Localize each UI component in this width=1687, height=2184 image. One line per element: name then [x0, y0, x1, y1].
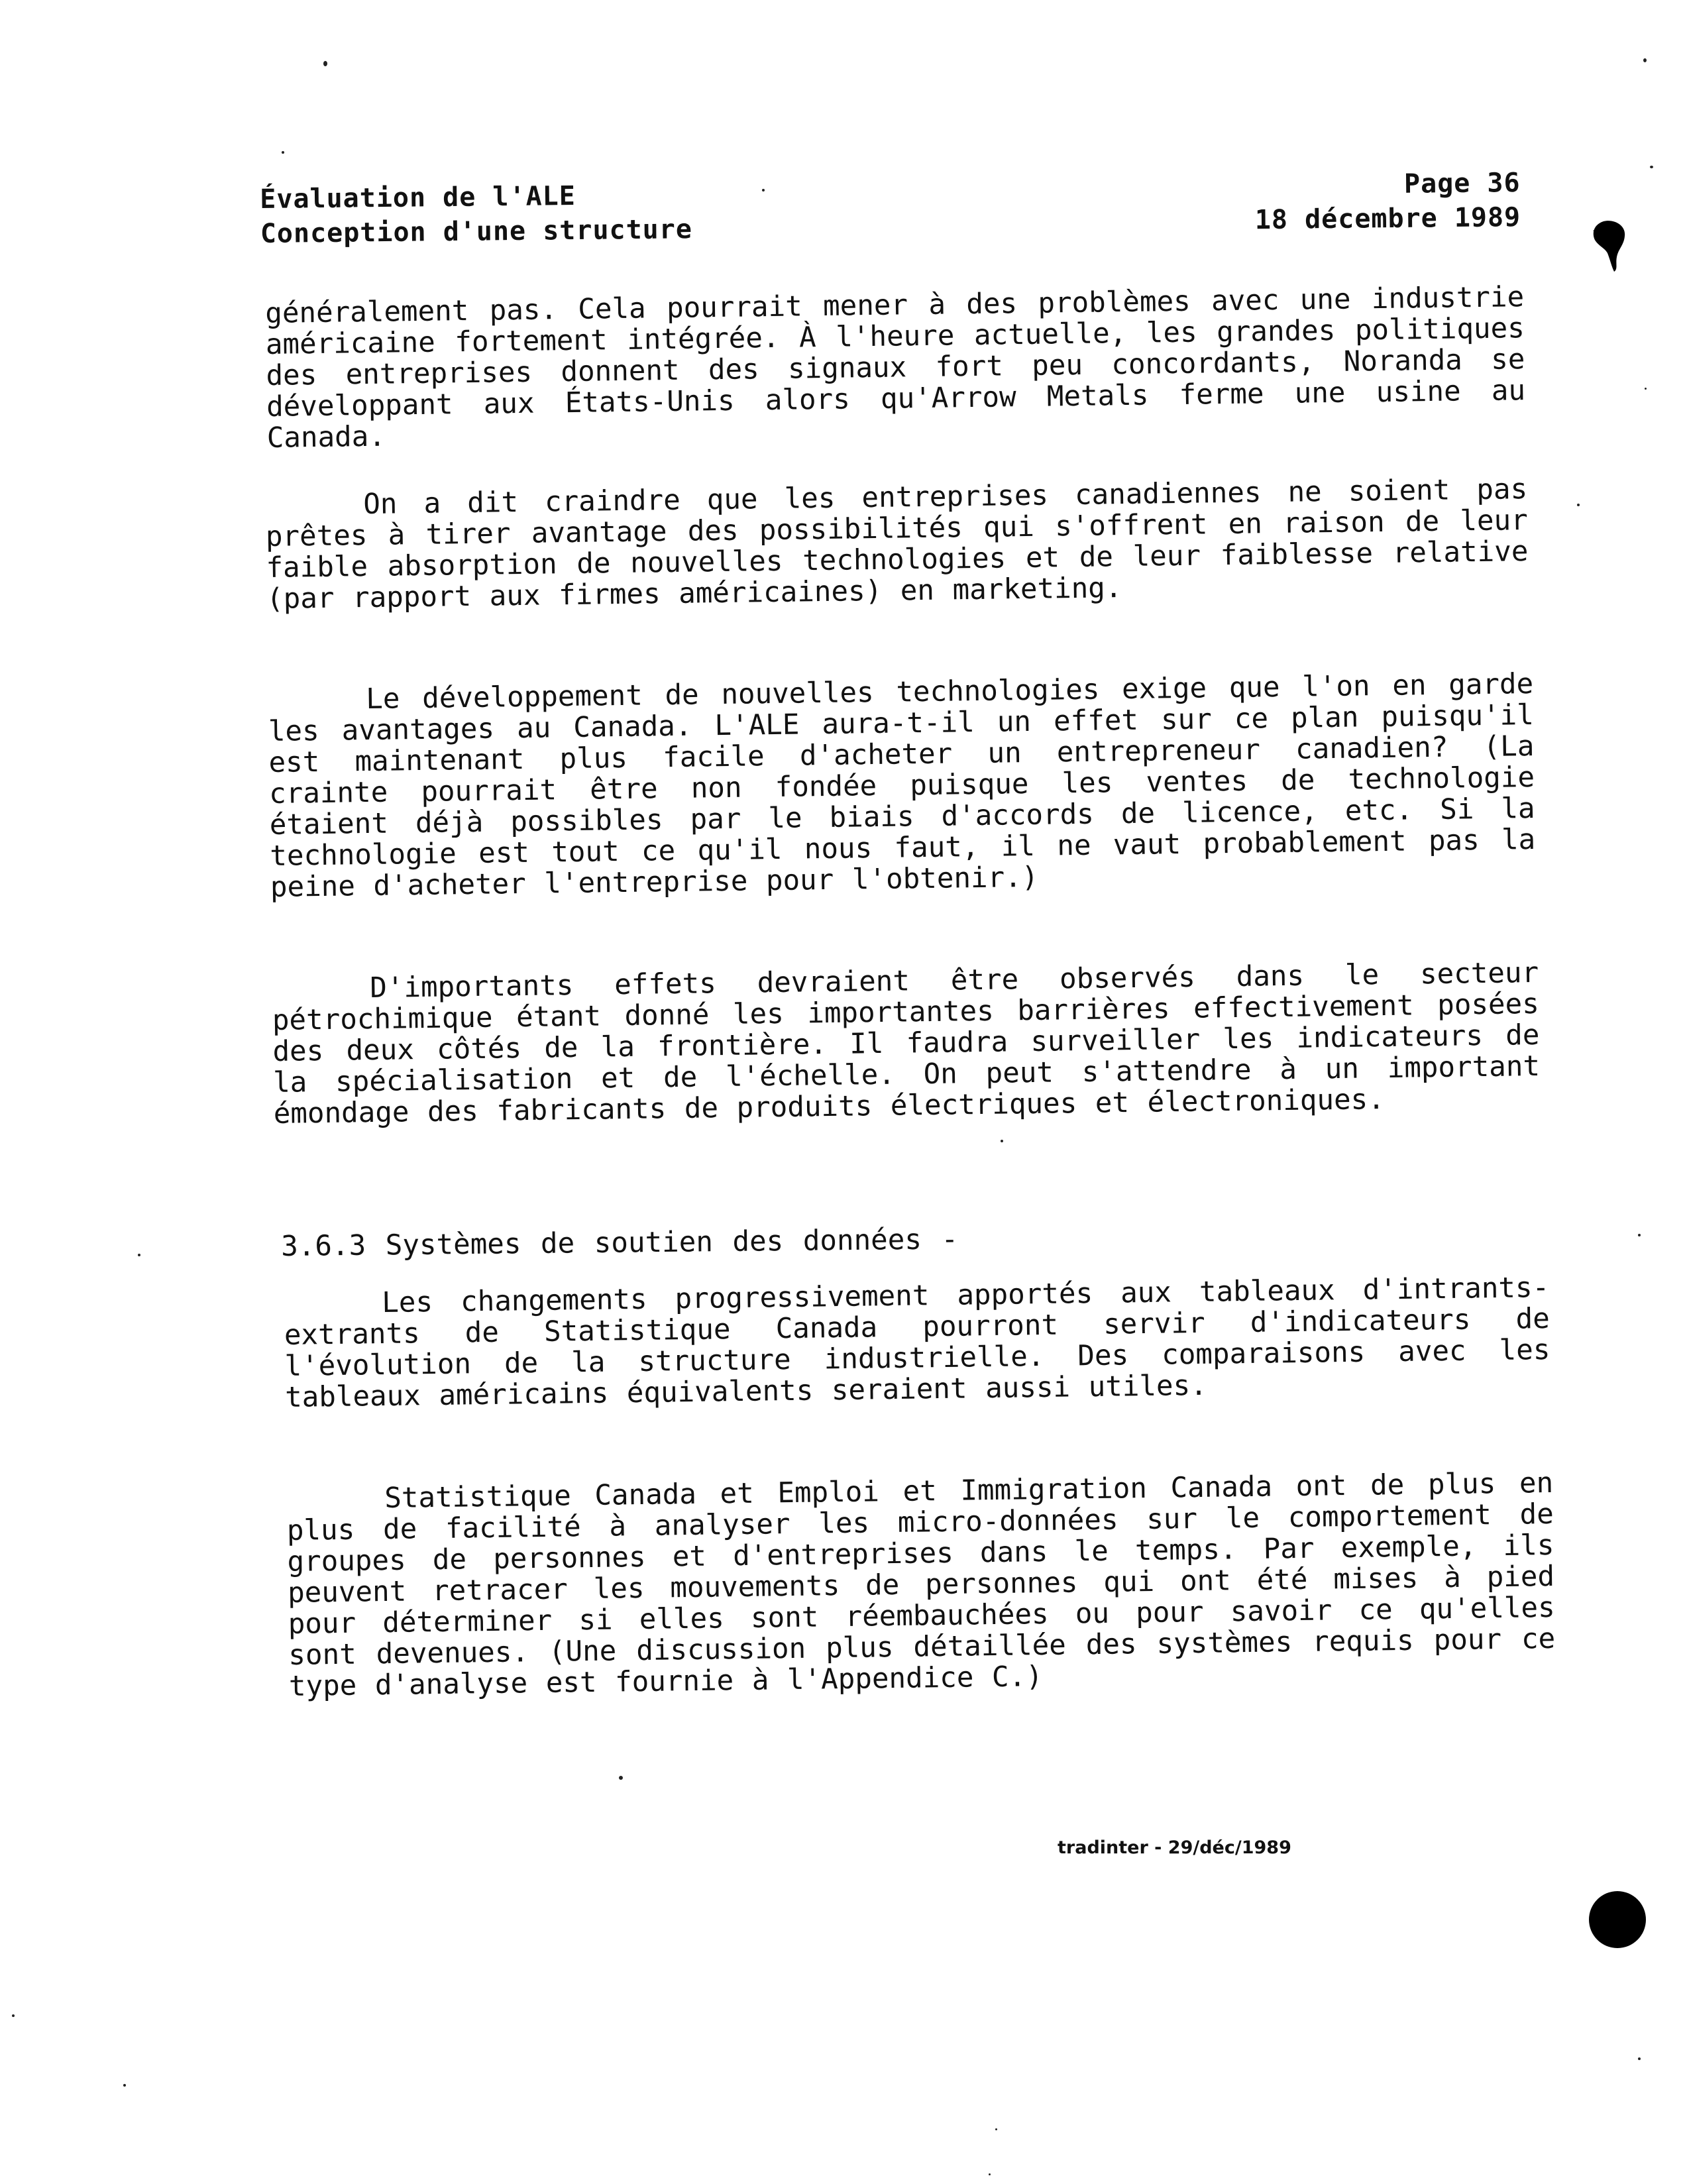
- paragraph-block: [268, 669, 1536, 903]
- document-subtitle: Conception d'une structure: [260, 214, 693, 249]
- translator-stamp: tradinter - 29/déc/1989: [1058, 1837, 1291, 1858]
- paragraph-text: D'importants effets devraient être observés dans le secteur pétrochimique étant donné les importantes barrières effectivement posées des deux côtés de la frontière. Il faudra surveiller les indicateurs de la spécialisation et de l'échelle. On peut s'attendre à un important émondage des fabricants de produits électriques et électroniques.: [272, 956, 1541, 1130]
- document-title: Évaluation de l'ALE: [260, 181, 576, 215]
- scan-speck: [282, 151, 284, 154]
- scan-speck: [323, 61, 327, 66]
- paragraph-text: Statistique Canada et Emploi et Immigration Canada ont de plus en plus de facilité à analyser les micro-données sur le comportement de groupes de personnes et d'entreprises dans le temps. Par exemple, ils peuvent retracer les mouvements de personnes qui ont été mises à pied pour déterminer si elles sont réembauchées ou pour savoir ce qu'elles sont devenues. (Une discussion plus détaillée des systèmes requis pour ce type d'analyse est fournie à l'Appendice C.): [286, 1466, 1556, 1703]
- paragraph-block: [265, 474, 1529, 615]
- scan-speck: [138, 1254, 140, 1256]
- paragraph-block: [272, 957, 1541, 1130]
- scan-speck: [619, 1776, 623, 1780]
- scan-mark-top-right: [1592, 219, 1629, 273]
- paragraph-continuation: [265, 282, 1526, 454]
- scan-speck: [762, 189, 765, 191]
- header-right: [1254, 166, 1521, 237]
- page-number: Page 36: [1403, 167, 1521, 199]
- section-heading: 3.6.3 Systèmes de soutien des données -: [280, 1223, 959, 1263]
- scan-speck: [1638, 1234, 1641, 1236]
- scan-mark-bottom-right: [1589, 1891, 1646, 1948]
- document-date: 18 décembre 1989: [1254, 201, 1521, 236]
- header-left: [260, 178, 692, 251]
- paragraph-block: [284, 1272, 1551, 1413]
- scan-speck: [1650, 166, 1653, 168]
- paragraph-text: généralement pas. Cela pourrait mener à des problèmes avec une industrie américaine fortement intégrée. À l'heure actuelle, les grandes politiques des entreprises donnent des signaux fort peu concordants, Noranda se développant aux États-Unis alors qu'Arrow Metals ferme une usine au Canada.: [264, 281, 1526, 455]
- scan-speck: [1645, 388, 1647, 390]
- scan-speck: [989, 2173, 991, 2175]
- scan-speck: [1638, 2057, 1641, 2060]
- scan-speck: [12, 2014, 15, 2017]
- paragraph-text: Les changements progressivement apportés aux tableaux d'intrants-extrants de Statistique Canada pourront servir d'indicateurs de l'évolution de la structure industrielle. Des comparaisons avec les tableaux américains équivalents seraient aussi utiles.: [284, 1271, 1551, 1414]
- paragraph-text: Le développement de nouvelles technologies exige que l'on en garde les avantages au Canada. L'ALE aura-t-il un effet sur ce plan puisqu'il est maintenant plus facile d'acheter un entrepreneur canadien? (La crainte pourrait être non fondée puisque les ventes de technologie étaient déjà possibles par le biais d'accords de licence, etc. Si la technologie est tout ce qu'il nous faut, il ne vaut probablement pas la peine d'acheter l'entreprise pour l'obtenir.): [268, 667, 1536, 904]
- scan-speck: [1577, 504, 1580, 506]
- paragraph-text: On a dit craindre que les entreprises canadiennes ne soient pas prêtes à tirer avantage des possibilités qui s'offrent en raison de leur faible absorption de nouvelles technologies et de leur faiblesse relative (par rapport aux firmes américaines) en marketing.: [265, 473, 1529, 616]
- scan-speck: [123, 2084, 126, 2087]
- scan-speck: [1643, 58, 1647, 62]
- scan-speck: [1001, 1140, 1003, 1142]
- paragraph-block: [286, 1468, 1556, 1702]
- scan-speck: [995, 2128, 997, 2130]
